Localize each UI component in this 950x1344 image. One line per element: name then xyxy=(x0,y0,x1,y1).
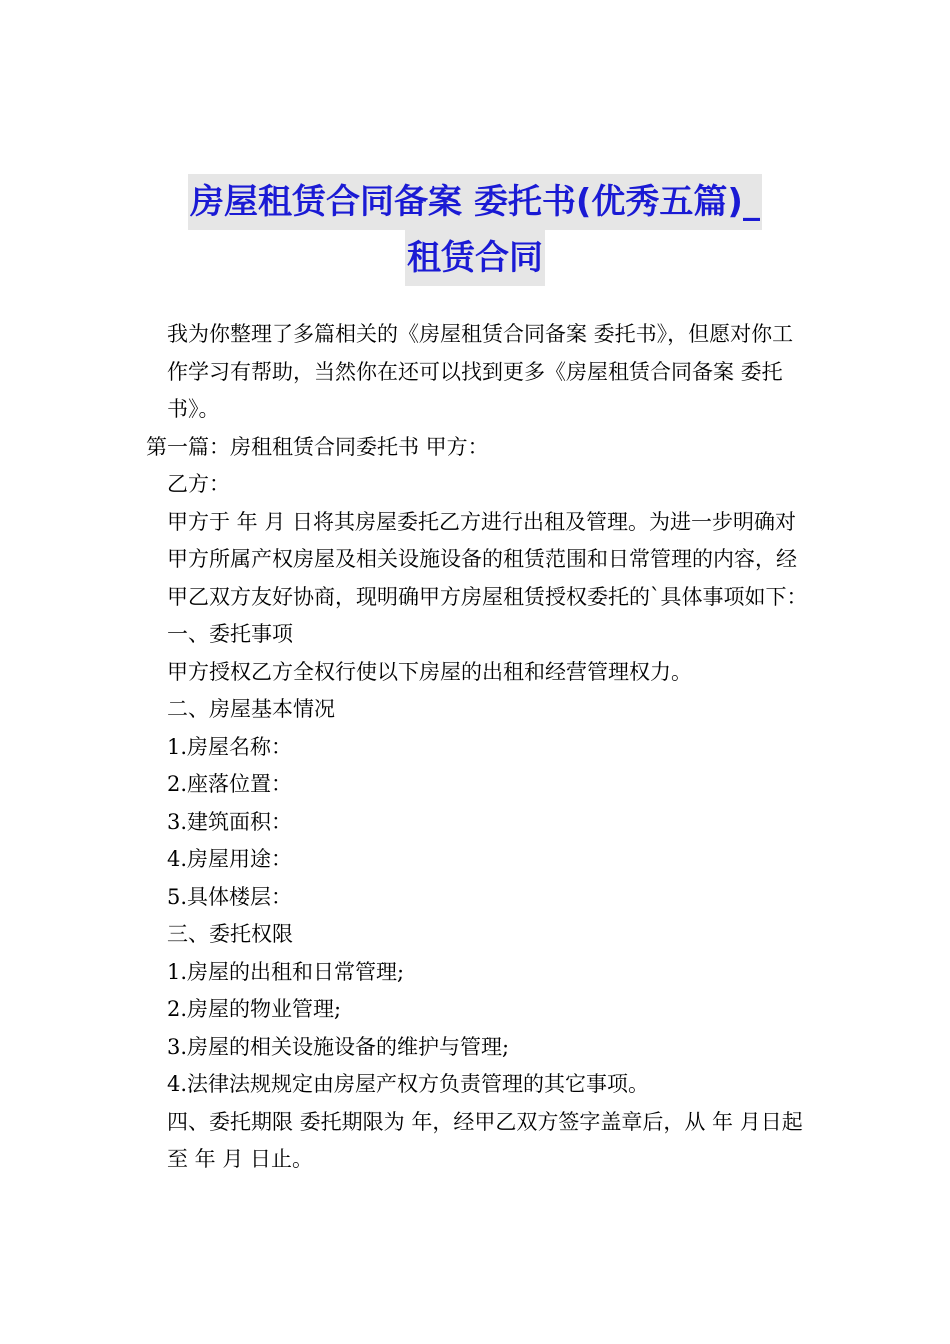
list-item: 4.房屋用途： xyxy=(167,847,293,871)
section-heading-3: 三、委托权限 xyxy=(167,922,293,946)
title-line-1: 房屋租赁合同备案 委托书(优秀五篇)_ xyxy=(188,174,762,230)
list-item: 5.具体楼层： xyxy=(167,884,293,909)
title-line-2: 租赁合同 xyxy=(405,230,545,286)
document-body xyxy=(146,316,810,1179)
list-item: 2.房屋的物业管理; xyxy=(167,997,342,1021)
list-item: 2.座落位置： xyxy=(167,772,293,796)
chapter-heading: 第一篇：房租租赁合同委托书 甲方： xyxy=(146,434,489,459)
list-item: 3.建筑面积： xyxy=(167,809,293,834)
section-heading-1: 一、委托事项 xyxy=(167,622,293,646)
list-item: 3.房屋的相关设施设备的维护与管理; xyxy=(167,1034,510,1059)
document-title xyxy=(120,174,830,286)
list-item: 4.法律法规规定由房屋产权方负责管理的其它事项。 xyxy=(167,1072,650,1096)
intro-paragraph: 我为你整理了多篇相关的《房屋租赁合同备案 委托书》，但愿对你工作学习有帮助，当然你在还可以找到更多《房屋租赁合同备案 委托书》。 xyxy=(167,322,794,421)
section-heading-2: 二、房屋基本情况 xyxy=(167,697,335,721)
party-b-line: 乙方： xyxy=(167,472,230,496)
list-item: 1.房屋名称： xyxy=(167,734,293,759)
section-heading-4: 四、委托期限 委托期限为 年，经甲乙双方签字盖章后，从 年 月日起至 年 月 日止。 xyxy=(167,1109,803,1171)
preamble-paragraph: 甲方于 年 月 日将其房屋委托乙方进行出租及管理。为进一步明确对甲方所属产权房屋及相关设施设备的租赁范围和日常管理的内容，经甲乙双方友好协商，现明确甲方房屋租赁授权委托的`具体事项如下： xyxy=(167,509,808,609)
list-item: 1.房屋的出租和日常管理; xyxy=(167,959,405,984)
section-1-text: 甲方授权乙方全权行使以下房屋的出租和经营管理权力。 xyxy=(167,659,692,684)
